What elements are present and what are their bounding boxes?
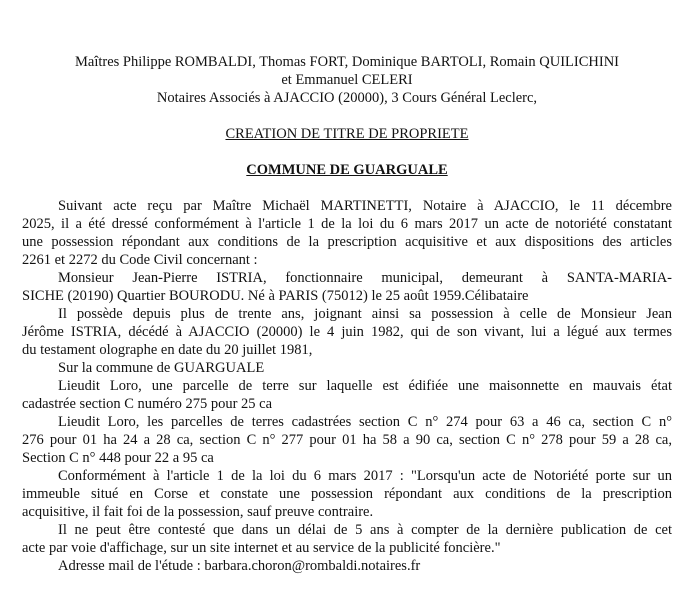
text-line: 2025, il a été dressé conformément à l'article 1 de la loi du 6 mars 2017 un acte de notoriété constatant bbox=[22, 216, 672, 232]
paragraph bbox=[22, 467, 672, 521]
paragraph bbox=[22, 521, 672, 557]
text-line: 276 pour 01 ha 24 a 28 ca, section C n° 277 pour 01 ha 58 a 90 ca, section C n° 278 pour 59 a 28 ca, bbox=[22, 432, 672, 448]
text-line: Lieudit Loro, une parcelle de terre sur laquelle est édifiée une maisonnette en mauvais état bbox=[58, 378, 672, 394]
text-line: acquisitive, il fait foi de la possession, sauf preuve contraire. bbox=[22, 504, 374, 520]
document-content bbox=[22, 53, 672, 575]
text-line: Suivant acte reçu par Maître Michaël MARTINETTI, Notaire à AJACCIO, le 11 décembre bbox=[58, 198, 672, 214]
text-line: Jérôme ISTRIA, décédé à AJACCIO (20000) le 4 juin 1982, qui de son vivant, lui a légué aux termes bbox=[22, 324, 672, 340]
text-line: Section C n° 448 pour 22 a 95 ca bbox=[22, 450, 214, 466]
text-line: 2261 et 2272 du Code Civil concernant : bbox=[22, 252, 258, 268]
commune-title: COMMUNE DE GUARGUALE bbox=[246, 162, 448, 178]
paragraph bbox=[22, 305, 672, 359]
document-body bbox=[22, 197, 672, 575]
text-line: Adresse mail de l'étude : barbara.choron@rombaldi.notaires.fr bbox=[58, 558, 421, 574]
notary-names-line-1: Maîtres Philippe ROMBALDI, Thomas FORT, Dominique BARTOLI, Romain QUILICHINI bbox=[75, 54, 619, 70]
paragraph bbox=[22, 377, 672, 413]
paragraph bbox=[22, 413, 672, 467]
text-line: une possession répondant aux conditions de la prescription acquisitive et aux dispositions des articles bbox=[22, 234, 672, 250]
text-line: Il possède depuis plus de trente ans, joignant ainsi sa possession à celle de Monsieur Jean bbox=[58, 306, 672, 322]
paragraph bbox=[22, 197, 672, 269]
text-line: Il ne peut être contesté que dans un délai de 5 ans à compter de la dernière publication de cet bbox=[58, 522, 672, 538]
paragraph bbox=[22, 269, 672, 305]
notary-office-address: Notaires Associés à AJACCIO (20000), 3 Cours Général Leclerc, bbox=[156, 90, 538, 106]
text-line: Monsieur Jean-Pierre ISTRIA, fonctionnaire municipal, demeurant à SANTA-MARIA- bbox=[58, 270, 672, 286]
text-line: Conformément à l'article 1 de la loi du 6 mars 2017 : "Lorsqu'un acte de Notoriété porte sur un bbox=[58, 468, 672, 484]
notary-names-line-2: et Emmanuel CELERI bbox=[281, 72, 413, 88]
notary-header bbox=[22, 53, 672, 107]
text-line: Sur la commune de GUARGUALE bbox=[58, 360, 265, 376]
text-line: acte par voie d'affichage, sur un site internet et au service de la publicité foncière." bbox=[22, 540, 501, 556]
text-line: du testament olographe en date du 20 juillet 1981, bbox=[22, 342, 313, 358]
paragraph bbox=[22, 359, 672, 377]
text-line: cadastrée section C numéro 275 pour 25 ca bbox=[22, 396, 273, 412]
text-line: Lieudit Loro, les parcelles de terres cadastrées section C n° 274 pour 63 a 46 ca, section C n° bbox=[58, 414, 672, 430]
text-line: SICHE (20190) Quartier BOURODU. Né à PARIS (75012) le 25 août 1959.Célibataire bbox=[22, 288, 529, 304]
document-title: CREATION DE TITRE DE PROPRIETE bbox=[225, 126, 469, 142]
text-line: immeuble situé en Corse et constate une possession répondant aux conditions de la prescription bbox=[22, 486, 672, 502]
paragraph bbox=[22, 557, 672, 575]
